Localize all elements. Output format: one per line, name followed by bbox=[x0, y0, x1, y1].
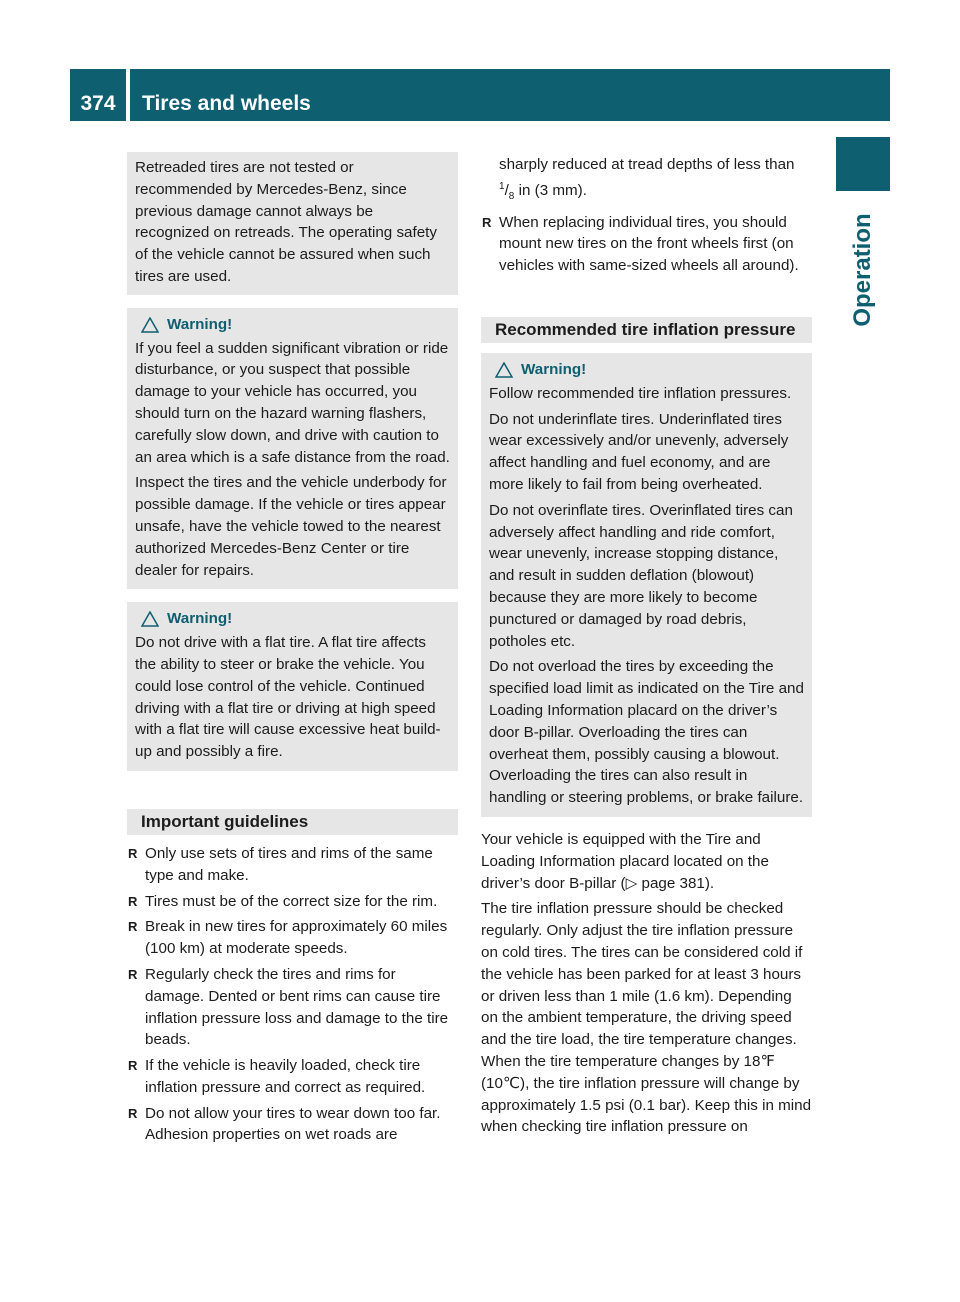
retread-note: Retreaded tires are not tested or recommended by Mercedes-Benz, since previous damage cannot always be recognized on retreads. The operating safety of the vehicle cannot be assured when such tires are used. bbox=[135, 159, 437, 285]
warning-heading bbox=[141, 608, 450, 630]
warning-title: Warning! bbox=[521, 361, 587, 379]
page-header bbox=[70, 69, 890, 121]
left-column bbox=[127, 152, 458, 1150]
retread-note-box bbox=[127, 152, 458, 295]
continued-text bbox=[481, 154, 812, 208]
warning-paragraph: Follow recommended tire inflation pressures. bbox=[489, 384, 792, 402]
warning-triangle-icon bbox=[495, 362, 513, 378]
list-item: R Break in new tires for approximately 60 miles (100 km) at moderate speeds. bbox=[127, 916, 458, 960]
header-divider bbox=[126, 69, 130, 121]
warning-paragraph: Do not underinflate tires. Underinflated tires wear excessively and/or unevenly, adversely affect handling and fuel economy, and are more likely to fail from being overheated. bbox=[489, 410, 789, 494]
warning-box-flat-tire bbox=[127, 602, 458, 771]
list-item: R Only use sets of tires and rims of the same type and make. bbox=[127, 843, 458, 887]
list-item: R When replacing individual tires, you should mount new tires on the front wheels first (on vehicles with same-sized wheels all around). bbox=[481, 212, 812, 277]
continued-text-b: in (3 mm). bbox=[518, 181, 587, 199]
section-heading-important-guidelines: Important guidelines bbox=[127, 809, 458, 835]
page-number: 374 bbox=[80, 92, 116, 115]
guidelines-list bbox=[127, 843, 458, 1146]
list-item: R If the vehicle is heavily loaded, check tire inflation pressure and correct as required. bbox=[127, 1055, 458, 1099]
warning-paragraph: Do not drive with a flat tire. A flat tire affects the ability to steer or brake the vehicle. You could lose control of the vehicle. Continued driving with a flat tire or driving at high speed with a flat tire will cause excessive heat build-up and possibly a fire. bbox=[135, 634, 441, 761]
list-item: R Do not allow your tires to wear down too far. Adhesion properties on wet roads are bbox=[127, 1103, 458, 1147]
warning-box-inflation bbox=[481, 353, 812, 817]
section-label: Operation bbox=[849, 213, 876, 327]
warning-title: Warning! bbox=[167, 610, 233, 628]
replacement-list bbox=[481, 212, 812, 277]
list-item: R Regularly check the tires and rims for damage. Dented or bent rims can cause tire inflation pressure loss and damage to the tire beads. bbox=[127, 964, 458, 1051]
warning-box-vibration bbox=[127, 308, 458, 590]
warning-paragraph: Inspect the tires and the vehicle underbody for possible damage. If the vehicle or tires appear unsafe, have the vehicle towed to the nearest authorized Mercedes-Benz Center or tire dealer for repairs. bbox=[135, 474, 447, 579]
warning-paragraph: Do not overload the tires by exceeding the specified load limit as indicated on the Tire and Loading Information placard on the driver’s door B-pillar. Overloading the tires can overheat them, possibly causing a blowout. Overloading the tires can also result in handling or steering problems, or brake failure. bbox=[489, 658, 804, 807]
warning-heading bbox=[495, 359, 804, 381]
warning-triangle-icon bbox=[141, 611, 159, 627]
fraction-one-eighth bbox=[499, 176, 514, 208]
warning-title: Warning! bbox=[167, 315, 233, 333]
page-title: Tires and wheels bbox=[142, 92, 311, 115]
list-item: R Tires must be of the correct size for the rim. bbox=[127, 891, 458, 913]
warning-triangle-icon bbox=[141, 317, 159, 333]
fraction-slash: / bbox=[504, 181, 509, 199]
pressure-check-paragraph: The tire inflation pressure should be checked regularly. Only adjust the tire inflation pressure on cold tires. The tires can be considered cold if the vehicle has been parked for at least 3 hours or driven less than 1 mile (1.6 km). Depending on the ambient temperature, the driving speed and the tire load, the tire temperature changes. When the tire temperature changes by 18℉ (10℃), the tire inflation pressure will change by approximately 1.5 psi (0.1 bar). Keep this in mind when checking tire inflation pressure on bbox=[481, 900, 812, 1136]
right-column bbox=[481, 154, 812, 1142]
section-heading-inflation-pressure: Recommended tire inflation pressure bbox=[481, 317, 812, 343]
placard-paragraph: Your vehicle is equipped with the Tire and Loading Information placard located on the driver’s door B-pillar (▷ page 381). bbox=[481, 831, 769, 892]
continued-text-a: sharply reduced at tread depths of less than bbox=[499, 156, 795, 173]
warning-heading bbox=[141, 314, 450, 336]
fraction-denominator: 8 bbox=[508, 190, 515, 202]
warning-paragraph: Do not overinflate tires. Overinflated tires can adversely affect handling and ride comfort, wear unevenly, increase stopping distance, and result in sudden deflation (blowout) because they are more likely to become punctured or damaged by road debris, potholes etc. bbox=[489, 501, 793, 650]
fraction-numerator: 1 bbox=[499, 180, 505, 192]
section-tab-marker bbox=[836, 137, 890, 191]
warning-paragraph: If you feel a sudden significant vibration or ride disturbance, or you suspect that possible damage to your vehicle has occurred, you should turn on the hazard warning flashers, carefully slow down, and drive with caution to an area which is a safe distance from the road. bbox=[135, 339, 450, 466]
